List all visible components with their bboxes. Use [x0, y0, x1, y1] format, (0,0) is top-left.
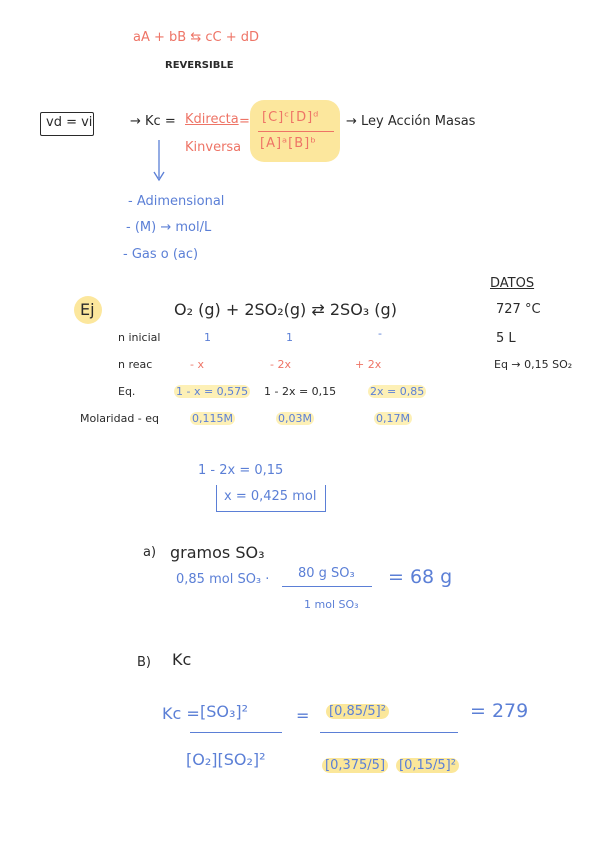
- part-a-denominator: 1 mol SO₃: [304, 598, 359, 611]
- property-item: - (M) → mol/L: [126, 220, 212, 235]
- cell-so3-eq: [368, 385, 426, 398]
- cell-so2-eq: 1 - 2x = 0,15: [264, 385, 337, 398]
- kc-rhs-numerator: [326, 704, 389, 719]
- datos-item: 727 °C: [496, 302, 541, 317]
- cell-o2-molarity-text: 0,115M: [192, 412, 233, 425]
- row-label-molarity: Molaridad - eq: [80, 412, 160, 425]
- solve-equation: 1 - 2x = 0,15: [198, 463, 284, 478]
- k-direct: Kdirecta: [185, 112, 239, 127]
- cell-so2-molarity-text: 0,03M: [278, 412, 312, 425]
- kc-rhs-fraction-line: [320, 732, 458, 733]
- kc-lhs: Kc =: [162, 704, 200, 723]
- cell-so3-eq-text: 2x = 0,85: [370, 385, 425, 398]
- k-inverse: Kinversa: [185, 140, 242, 155]
- solve-result: x = 0,425 mol: [224, 489, 317, 504]
- fraction-denominator: [A]ᵃ[B]ᵇ: [260, 136, 317, 151]
- cell-so2-molarity: [276, 412, 314, 425]
- row-label-eq: Eq.: [118, 385, 136, 398]
- part-a-fraction-line: [282, 586, 372, 587]
- part-a-label: a): [143, 545, 157, 560]
- fraction-line: [258, 131, 334, 132]
- kc-rhs-den-a: [322, 758, 388, 773]
- kc-rhs-numerator-text: [0,85/5]²: [326, 704, 389, 719]
- down-arrow-icon: [152, 140, 166, 184]
- row-label-reac: n reac: [118, 358, 153, 371]
- mass-action-law: → Ley Acción Masas: [346, 114, 476, 129]
- kc-lhs-fraction-line: [190, 732, 282, 733]
- kc-prefix: → Kc =: [130, 114, 176, 129]
- part-a-title: gramos SO₃: [170, 543, 265, 562]
- cell-so3-molarity: [374, 412, 412, 425]
- datos-title: DATOS: [490, 276, 535, 291]
- cell-o2-eq-text: 1 - x = 0,575: [176, 385, 249, 398]
- cell-o2-eq: [174, 385, 250, 398]
- equals-sign: =: [239, 114, 250, 129]
- kc-equals: =: [296, 706, 310, 725]
- part-a-result: = 68 g: [388, 566, 453, 588]
- reaction-equation: aA + bB ⇆ cC + dD: [133, 30, 259, 45]
- datos-item: 5 L: [496, 331, 516, 346]
- cell-o2-reac: - x: [190, 358, 204, 371]
- datos-item: Eq → 0,15 SO₂: [494, 358, 573, 371]
- rate-condition: vd = vi: [46, 115, 93, 130]
- cell-so2-reac: - 2x: [270, 358, 291, 371]
- part-b-title: Kc: [172, 650, 192, 669]
- cell-so3-molarity-text: 0,17M: [376, 412, 410, 425]
- kc-rhs-den-b: [396, 758, 459, 773]
- part-a-start: 0,85 mol SO₃ ·: [176, 572, 270, 587]
- cell-so3-initial: -: [378, 327, 382, 340]
- kc-lhs-denominator: [O₂][SO₂]²: [186, 750, 266, 769]
- cell-so2-initial: 1: [286, 331, 293, 344]
- example-reaction: O₂ (g) + 2SO₂(g) ⇄ 2SO₃ (g): [174, 300, 397, 319]
- kc-rhs-den-a-text: [0,375/5]: [322, 758, 388, 773]
- part-b-label: B): [137, 655, 151, 670]
- property-item: - Gas o (ac): [123, 247, 199, 262]
- kc-lhs-numerator: [SO₃]²: [200, 702, 249, 721]
- kc-rhs-den-b-text: [0,15/5]²: [396, 758, 459, 773]
- cell-so3-reac: + 2x: [355, 358, 382, 371]
- example-label: Ej: [80, 300, 95, 319]
- cell-o2-molarity: [190, 412, 235, 425]
- reversible-label: REVERSIBLE: [165, 60, 234, 71]
- cell-o2-initial: 1: [204, 331, 211, 344]
- kc-result: = 279: [470, 700, 529, 722]
- fraction-numerator: [C]ᶜ[D]ᵈ: [262, 110, 320, 125]
- part-a-numerator: 80 g SO₃: [298, 566, 355, 581]
- property-item: - Adimensional: [128, 194, 225, 209]
- row-label-initial: n inicial: [118, 331, 161, 344]
